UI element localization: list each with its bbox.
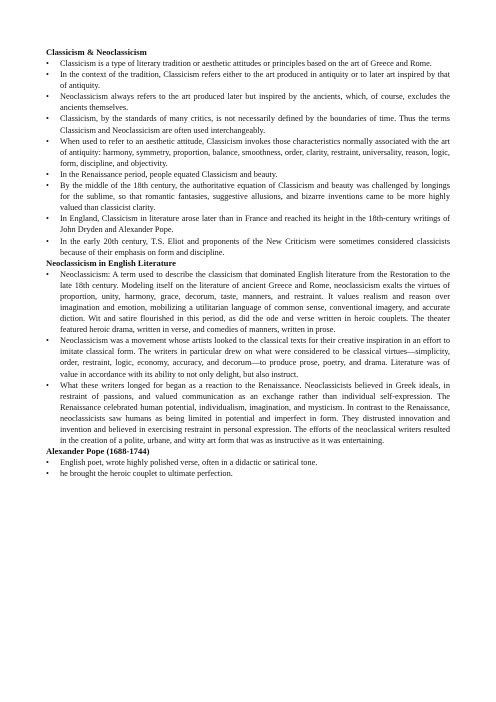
list-item xyxy=(46,113,450,135)
section-alexander-pope xyxy=(46,446,450,479)
list-item xyxy=(46,69,450,91)
list-item-text: English poet, wrote highly polished verse, often in a didactic or satirical tone. xyxy=(60,458,318,468)
list-item-text: Classicism is a type of literary tradition or aesthetic attitudes or principles based on the art of Greece and Rome. xyxy=(60,59,432,68)
list-item xyxy=(46,468,450,479)
list-item-text: Classicism, by the standards of many critics, is not necessarily defined by the boundaries of time. Thus the terms Classicism and Neoclassicism are often used interchangeably. xyxy=(60,114,450,135)
list-item-text: he brought the heroic couplet to ultimate perfection. xyxy=(60,469,233,479)
bullet-icon: • xyxy=(46,92,49,102)
bullet-icon: • xyxy=(46,269,49,279)
list-item-text: In the context of the tradition, Classicism refers either to the art produced in antiquity or to later art inspired by that of antiquity. xyxy=(60,70,450,91)
list-item xyxy=(46,58,450,69)
bullet-list xyxy=(46,58,450,258)
list-item-text: When used to refer to an aesthetic attitude, Classicism invokes those characteristics normally associated with the art of antiquity: harmony, symmetry, proportion, balance, smoothness, order, clarity, restraint, universality, reason, logic, form, discipline, and objectivity. xyxy=(60,136,450,168)
list-item-text: What these writers longed for began as a reaction to the Renaissance. Neoclassicists believed in Greek ideals, in restraint of passions, and valued communication as an exchange rather than individual self-expression. The Renaissance celebrated human potential, individualism, imagination, and mysticism. In contrast to the Renaissance, neoclassicists saw humans as being limited in potential and imperfect in form. They distrusted innovation and invention and believed in exercising restraint in personal expression. The efforts of the neoclassical writers resulted in the creation of a polite, urbane, and witty art form that was as instructive as it was entertaining. xyxy=(60,380,450,446)
section-classicism xyxy=(46,47,450,258)
section-neoclassicism-english-literature xyxy=(46,258,450,447)
section-heading: Classicism & Neoclassicism xyxy=(46,47,147,57)
section-heading: Neoclassicism in English Literature xyxy=(46,257,176,268)
bullet-icon: • xyxy=(46,214,49,224)
bullet-icon: • xyxy=(46,169,49,179)
list-item-text: Neoclassicism was a movement whose artists looked to the classical texts for their creative inspiration in an effort to imitate classical form. The writers in particular drew on what were considered to be classical virtues—simplicity, order, restraint, logic, economy, accuracy, and decorum—to produce prose, poetry, and drama. Literature was of value in accordance with its ability to not only delight, but also instruct. xyxy=(60,336,450,379)
bullet-icon: • xyxy=(46,70,49,80)
bullet-list xyxy=(46,269,450,447)
bullet-icon: • xyxy=(46,136,49,146)
bullet-icon: • xyxy=(46,236,49,246)
list-item xyxy=(46,269,450,336)
list-item-text: Neoclassicism: A term used to describe the classicism that dominated English literature from the Restoration to the late 18th century. Modeling itself on the literature of ancient Greece and Rome, neoclassicism exalts the virtues of proportion, unity, harmony, grace, decorum, taste, manners, and restraint. It values realism and reason over imagination and emotion, mobilizing a utilitarian language of common sense, conventional imagery, and accurate diction. Wit and satire flourished in this period, as did the ode and verse written in heroic couplets. The theater featured heroic drama, written in verse, and comedies of manners, written in prose. xyxy=(60,269,450,335)
bullet-list xyxy=(46,457,450,479)
list-item xyxy=(46,380,450,447)
list-item-text: In the Renaissance period, people equated Classicism and beauty. xyxy=(60,169,278,179)
list-item-text: In England, Classicism in literature arose later than in France and reached its height in the 18th-century writings of John Dryden and Alexander Pope. xyxy=(60,214,450,235)
list-item-text: Neoclassicism always refers to the art produced later but inspired by the ancients, which, of course, excludes the ancients themselves. xyxy=(60,92,450,113)
list-item-text: In the early 20th century, T.S. Eliot and proponents of the New Criticism were sometimes considered classicists because of their emphasis on form and discipline. xyxy=(60,236,450,257)
list-item xyxy=(46,213,450,235)
bullet-icon: • xyxy=(46,469,49,479)
list-item xyxy=(46,335,450,379)
list-item xyxy=(46,236,450,258)
section-heading: Alexander Pope (1688-1744) xyxy=(46,446,150,457)
list-item-text: By the middle of the 18th century, the authoritative equation of Classicism and beauty was challenged by longings for the sublime, so that romantic fantasies, suggestive allusions, and bizarre inventions came to be more highly valued than classicist clarity. xyxy=(60,181,450,213)
bullet-icon: • xyxy=(46,458,49,468)
list-item xyxy=(46,91,450,113)
bullet-icon: • xyxy=(46,114,49,124)
bullet-icon: • xyxy=(46,59,49,68)
list-item xyxy=(46,169,450,180)
list-item xyxy=(46,136,450,169)
list-item xyxy=(46,457,450,468)
list-item xyxy=(46,180,450,213)
bullet-icon: • xyxy=(46,181,49,191)
bullet-icon: • xyxy=(46,380,49,390)
bullet-icon: • xyxy=(46,336,49,346)
